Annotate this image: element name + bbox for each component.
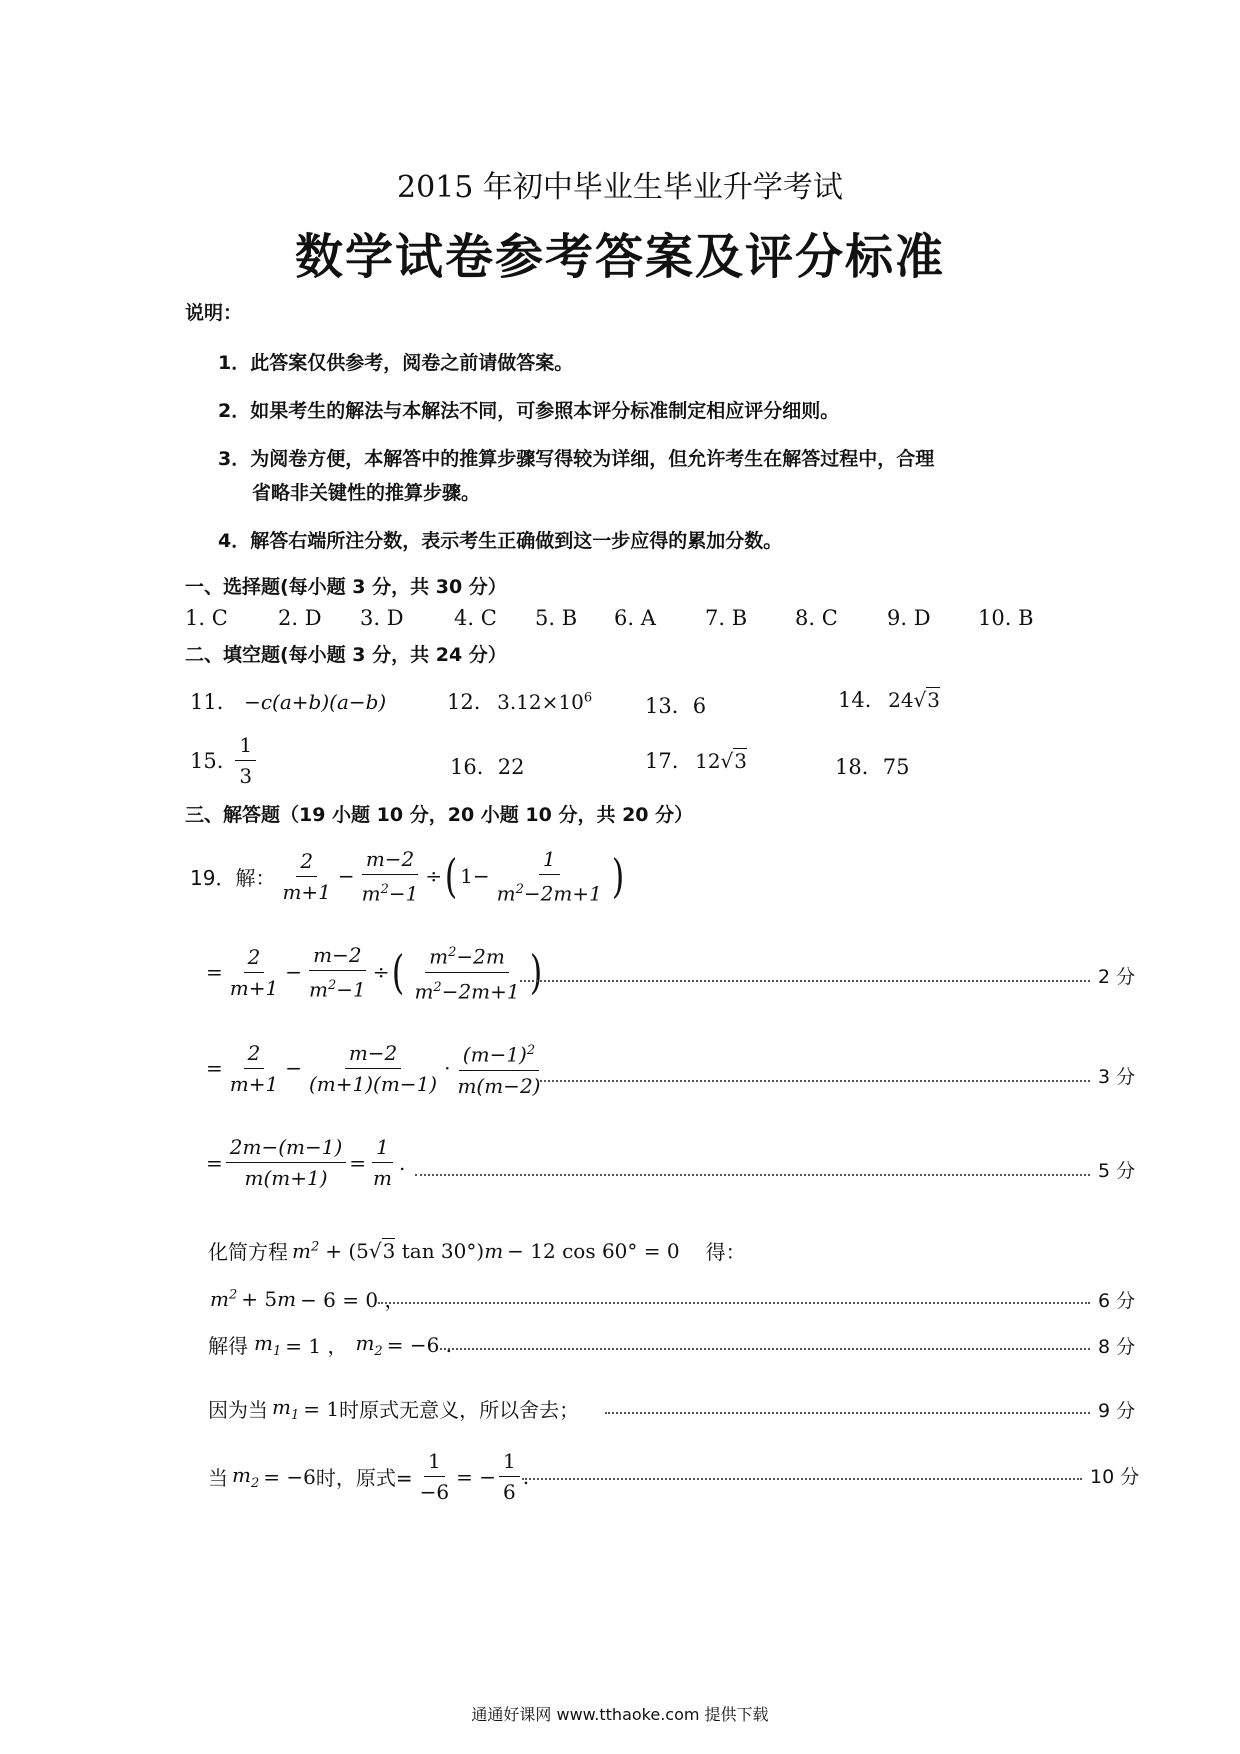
choice-answer-6: 6. A bbox=[614, 606, 656, 630]
dot-leader bbox=[440, 1348, 1090, 1350]
page-title: 数学试卷参考答案及评分标准 bbox=[294, 229, 945, 285]
note-item-2: 2．如果考生的解法与本解法不同，可参照本评分标准制定相应评分细则。 bbox=[218, 400, 840, 422]
choice-answer-10: 10. B bbox=[978, 606, 1034, 630]
fill-answer-13: 13．6 bbox=[645, 694, 707, 718]
fill-answer-18: 18．75 bbox=[835, 755, 910, 779]
dot-leader bbox=[540, 1080, 1090, 1082]
q19-step-2: = $\frac{2}{m+1}$ − $\frac{m-2}{(m+1)(m-1)}$ · $\frac{(m-1)^2}{m(m-2)}$ bbox=[206, 1038, 547, 1099]
notes-heading: 说明： bbox=[185, 302, 243, 324]
choice-answer-3: 3. D bbox=[360, 606, 404, 630]
fill-answer-14: 24√3 bbox=[888, 688, 941, 712]
fill-answer-17: 12√3 bbox=[695, 749, 748, 773]
q19-final: 当 $m_2$ = −6 时，原式= $\frac{1}{-6}$ = − $\frac{1}{6}$ . bbox=[208, 1449, 530, 1504]
fill-label-12: 12. $3.12\times 10^6$ bbox=[447, 690, 593, 714]
score-step-2: 3 分 bbox=[1098, 1066, 1136, 1088]
choice-answer-7: 7. B bbox=[705, 606, 748, 630]
section-fill-heading: 二、填空题(每小题 3 分，共 24 分） bbox=[185, 644, 507, 666]
fill-answer-12: $3.12\times 10^6$ bbox=[497, 690, 593, 714]
fill-label-17: 17. 12√3 bbox=[645, 749, 748, 773]
q19-step-1: = $\frac{2}{m+1}$ − $\frac{m-2}{m^2-1}$ ÷ ( $\frac{m^2-2m}{m^2-2m+1}$ ) bbox=[206, 940, 545, 1004]
note-item-3-cont: 省略非关键性的推算步骤。 bbox=[252, 482, 481, 504]
q19-discard: 因为当 $m_1$ = 1 时原式无意义，所以舍去； bbox=[208, 1394, 580, 1423]
q19-label: 19．解： bbox=[190, 865, 276, 890]
score-step-1: 2 分 bbox=[1098, 966, 1136, 988]
fill-label-11: 11. −c(a+b)(a−b) bbox=[190, 690, 387, 714]
note-item-3: 3．为阅卷方便，本解答中的推算步骤写得较为详细，但允许考生在解答过程中，合理 bbox=[218, 448, 935, 470]
score-step-7: 10 分 bbox=[1090, 1466, 1140, 1488]
choice-answer-5: 5. B bbox=[535, 606, 578, 630]
section-choice-heading: 一、选择题(每小题 3 分，共 30 分） bbox=[185, 576, 507, 598]
note-item-4: 4．解答右端所注分数，表示考生正确做到这一步应得的累加分数。 bbox=[218, 530, 783, 552]
dot-leader bbox=[522, 1478, 1082, 1480]
choice-answer-2: 2. D bbox=[278, 606, 322, 630]
q19-step-3: = $\frac{2m-(m-1)}{m(m+1)}$ = $\frac{1}{m}$ . bbox=[206, 1135, 406, 1190]
exam-subtitle: 2015 年初中毕业生毕业升学考试 bbox=[397, 170, 843, 205]
dot-leader bbox=[378, 1302, 1090, 1304]
choice-answer-1: 1. C bbox=[185, 606, 228, 630]
section-solve-heading: 三、解答题（19 小题 10 分，20 小题 10 分，共 20 分） bbox=[185, 804, 694, 826]
q19-simplify-line: 化简方程 $m^2$ + (5√3 tan 30°) m − 12 cos 60° = 0 得： bbox=[208, 1238, 746, 1264]
score-step-6: 9 分 bbox=[1098, 1400, 1136, 1422]
note-item-1: 1．此答案仅供参考，阅卷之前请做答案。 bbox=[218, 352, 574, 374]
dot-leader bbox=[415, 1174, 1090, 1176]
q19-roots: 解得 $m_1$ = 1 ， $m_2$ = −6 . bbox=[208, 1330, 453, 1359]
choice-answer-9: 9. D bbox=[887, 606, 931, 630]
fill-answer-15: $\frac{1}{3}$ bbox=[235, 732, 256, 789]
fill-answer-16: 16．22 bbox=[450, 755, 525, 779]
choice-answer-4: 4. C bbox=[454, 606, 497, 630]
score-step-3: 5 分 bbox=[1098, 1160, 1136, 1182]
footer-text: 通通好课网 www.tthaoke.com 提供下载 bbox=[471, 1705, 769, 1724]
q19-quadratic: $m^2$ + 5 m − 6 = 0 ， bbox=[210, 1286, 405, 1312]
dot-leader bbox=[605, 1412, 1090, 1414]
dot-leader bbox=[520, 980, 1090, 982]
fill-label-15: 15. $\frac{1}{3}$ bbox=[190, 732, 259, 789]
score-step-5: 8 分 bbox=[1098, 1336, 1136, 1358]
fill-label-14: 14. 24√3 bbox=[838, 688, 941, 712]
fill-answer-11: −c(a+b)(a−b) bbox=[244, 690, 387, 714]
q19-expression: 19．解： $\frac{2}{m+1}$ − $\frac{m-2}{m^2-1}$ ÷ ( 1− $\frac{1}{m^2-2m+1}$ ) bbox=[190, 847, 625, 906]
score-step-4: 6 分 bbox=[1098, 1290, 1136, 1312]
choice-answer-8: 8. C bbox=[795, 606, 838, 630]
